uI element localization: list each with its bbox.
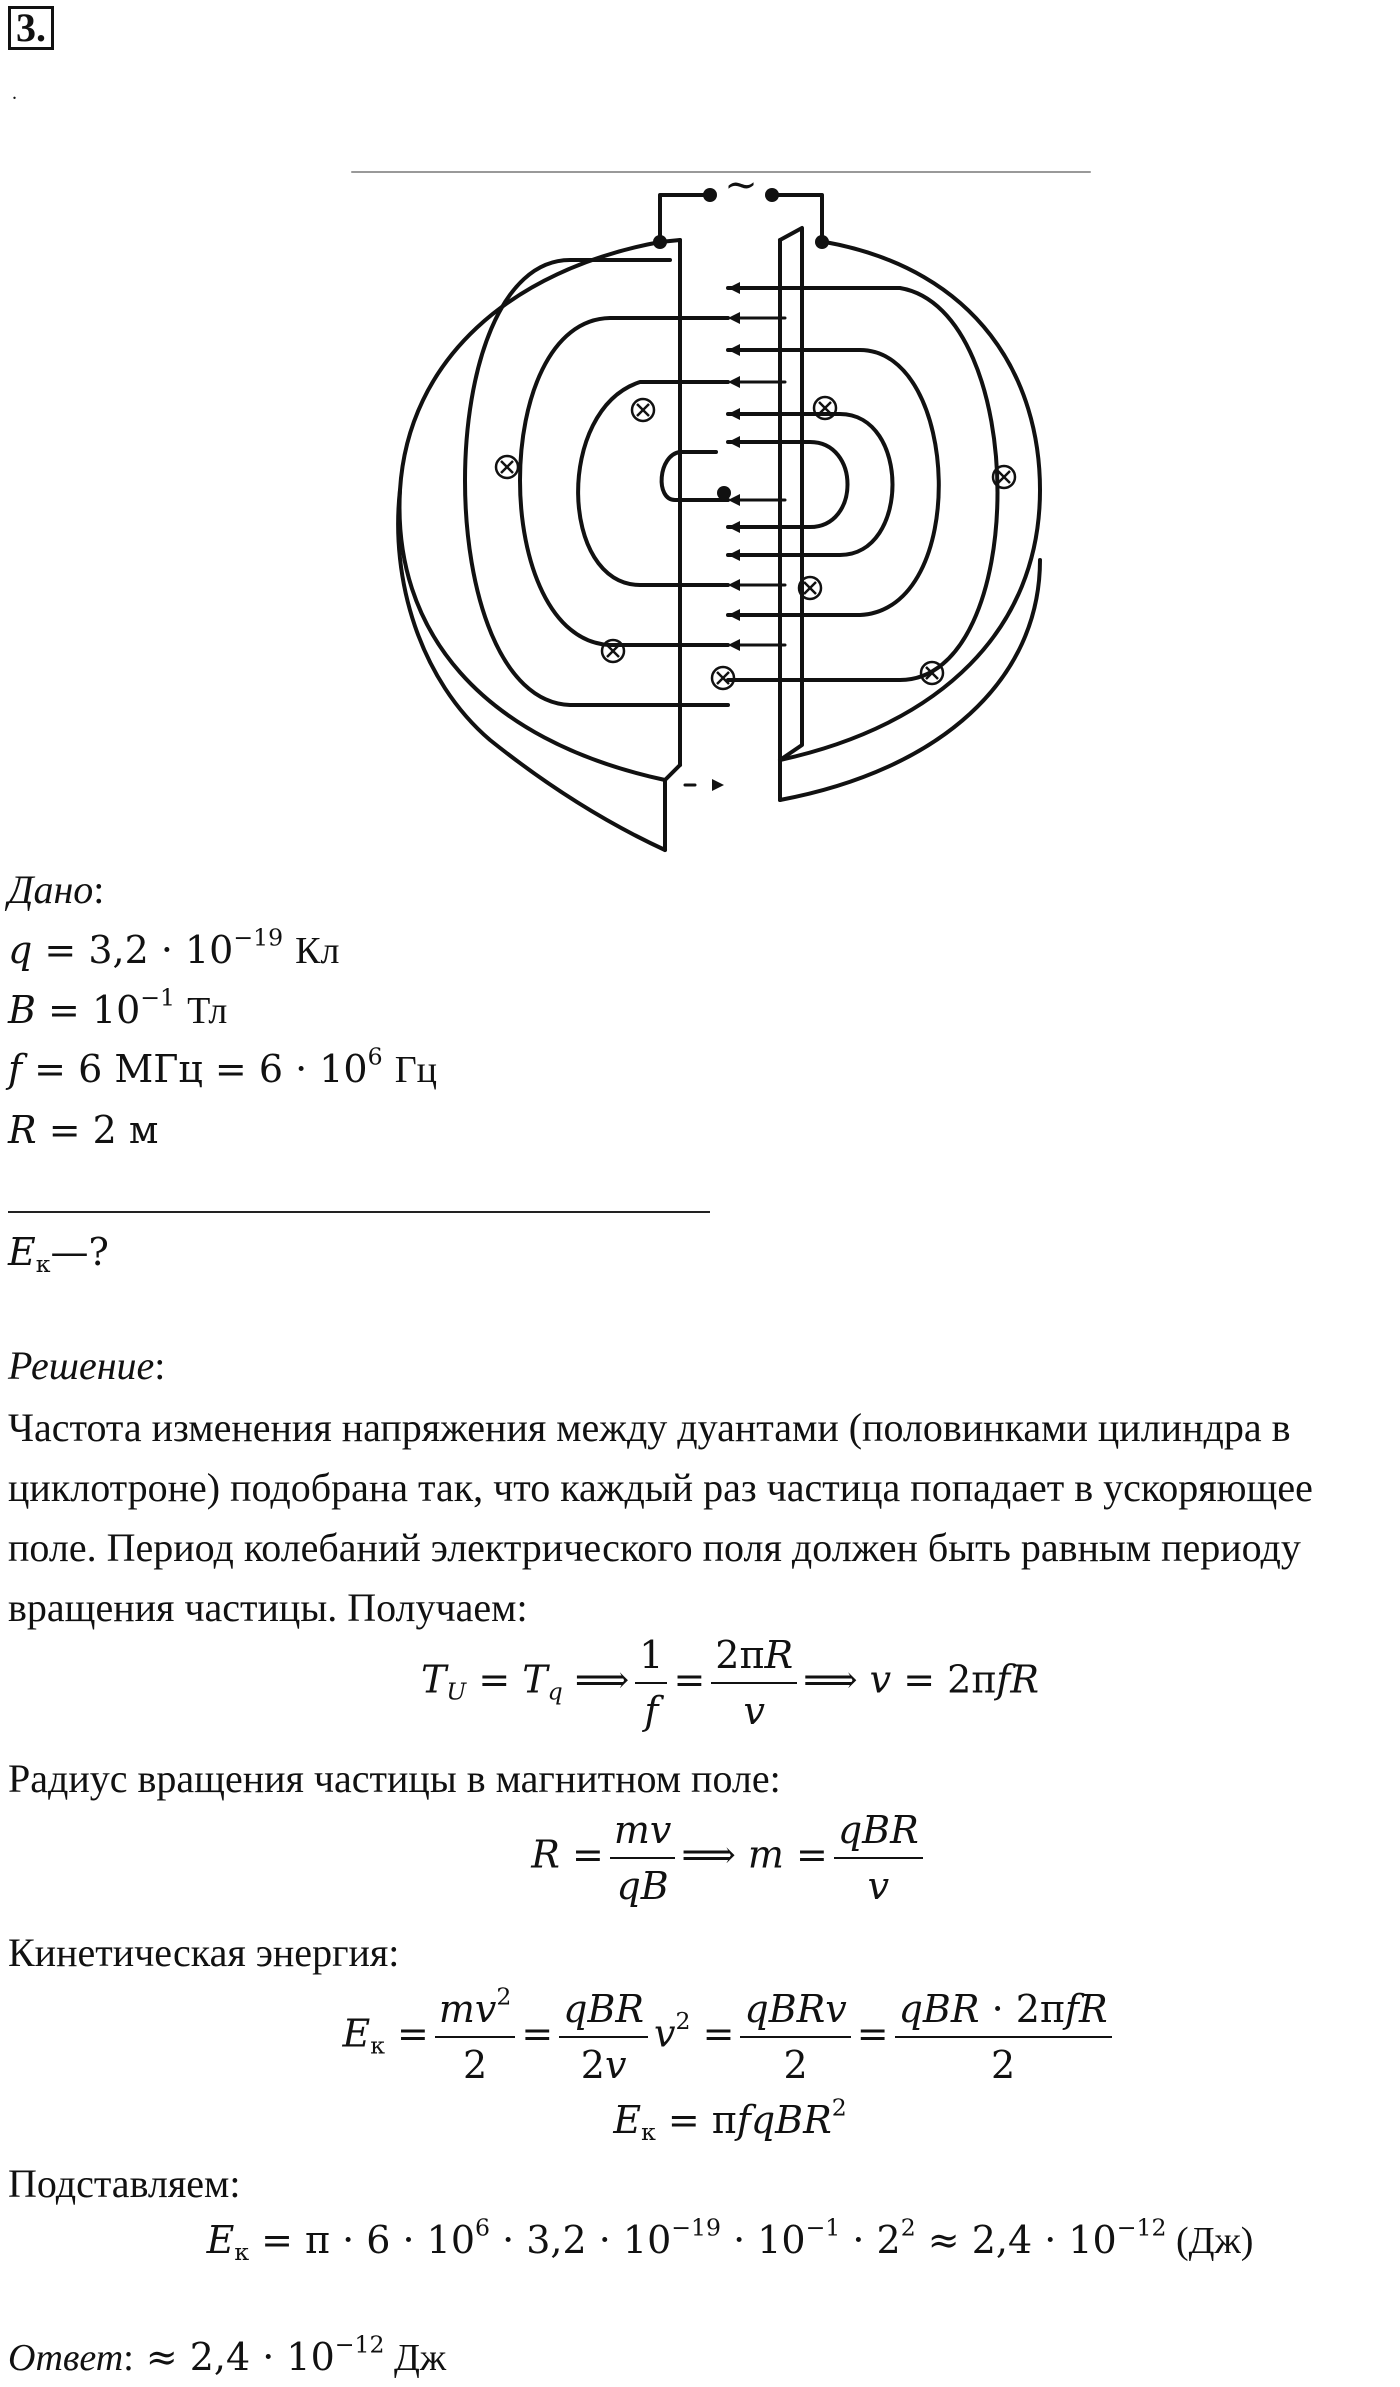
given-f: f = 6 МГц = $6 \cdot 10^6$ Гц — [8, 1042, 437, 1091]
formula-kinetic-result: $E_к$ = πfqBR$^2$ — [613, 2093, 847, 2147]
formula-radius: R = $\frac{mv}{qB}$ ⟹ m = $\frac{\text{qBR}}{v}$ — [30, 1805, 1400, 1911]
given-R: R = 2 м — [8, 1108, 159, 1152]
problem-number: 3. — [8, 6, 54, 50]
solution-heading: Решение: — [8, 1343, 166, 1388]
formula-substitution: $E_к = \pi \cdot 6 \cdot 10^6 \cdot 3,2 \cdot 10^{-19} \cdot 10^{-1} \cdot 2^2 \approx 2,4 \cdot 10^{-12}$ (Дж) — [206, 2213, 1254, 2267]
given-heading: Дано: — [8, 867, 105, 912]
given-divider — [8, 1211, 710, 1213]
given-B: $B = 10^{-1}$ Тл — [8, 983, 228, 1032]
substitute-text: Подставляем: — [8, 2161, 241, 2206]
formula-period: $T_U = T_q$ ⟹ $\frac{1}{f}$ = $\frac{2\pi R}{v}$ ⟹ v = 2πfR — [30, 1630, 1400, 1736]
solution-intro: Частота изменения напряжения между дуантами (половинками цилиндра в циклотроне) подобрана так, что каждый раз частица попадает в ускоряющее поле. Период колебаний электрического поля должен быть равным периоду вращения частицы. Получаем: — [8, 1405, 1313, 1630]
answer: Ответ: ≈ $2,4 \cdot 10^{-12}$ Дж — [8, 2330, 447, 2379]
ac-source-symbol: ~ — [724, 162, 758, 208]
formula-kinetic: $E_к$ = $\frac{mv^2}{2}$ = $\frac{\text{qBR}}{2v}$ $v^2$ = $\frac{\text{qBRv}}{2}$ = $\frac{\text{qBR · 2πfR}}{2}$ — [30, 1984, 1400, 2090]
cyclotron-figure — [340, 160, 1120, 860]
kinetic-text: Кинетическая энергия: — [8, 1930, 400, 1975]
find-target: $E_к—$? — [8, 1230, 109, 1279]
radius-text: Радиус вращения частицы в магнитном поле: — [8, 1756, 781, 1801]
stray-dot: . — [12, 82, 17, 104]
given-q: $q = 3,2 \cdot 10^{-19}$ Кл — [8, 923, 340, 972]
